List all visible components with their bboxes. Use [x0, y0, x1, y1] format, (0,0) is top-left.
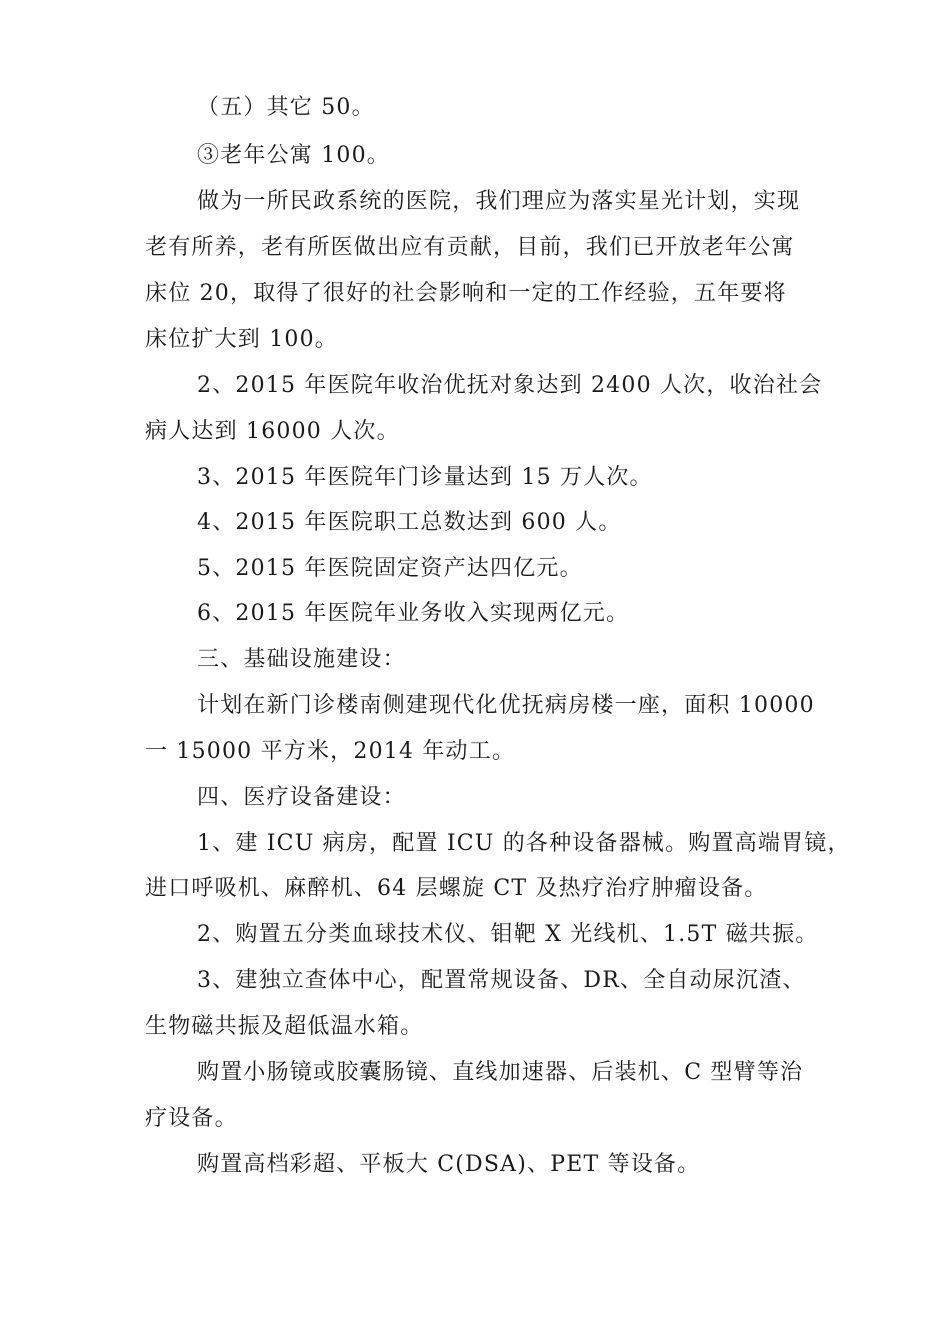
text-line: 床位扩大到 100。	[145, 327, 338, 352]
text-line: 2、2015 年医院年收治优抚对象达到 2400 人次，收治社会	[197, 373, 823, 398]
text-line: 床位 20，取得了很好的社会影响和一定的工作经验，五年要将	[145, 281, 787, 306]
text-line: （五）其它 50。	[197, 95, 375, 120]
text-line: 4、2015 年医院职工总数达到 600 人。	[197, 510, 622, 535]
text-line: 一 15000 平方米，2014 年动工。	[145, 739, 516, 764]
text-line: 3、2015 年医院年门诊量达到 15 万人次。	[197, 465, 653, 490]
text-line: 3、建独立查体中心，配置常规设备、DR、全自动尿沉渣、	[197, 968, 806, 993]
text-line: 做为一所民政系统的医院，我们理应为落实星光计划，实现	[197, 189, 801, 214]
section-heading: 三、基础设施建设：	[197, 647, 406, 672]
text-line: 计划在新门诊楼南侧建现代化优抚病房楼一座，面积 10000	[197, 693, 815, 718]
text-line: 疗设备。	[145, 1106, 238, 1131]
text-line: 病人达到 16000 人次。	[145, 419, 400, 444]
text-line: 购置小肠镜或胶囊肠镜、直线加速器、后装机、C 型臂等治	[197, 1060, 804, 1085]
section-heading: 四、医疗设备建设：	[197, 785, 406, 810]
text-line: 购置高档彩超、平板大 C(DSA)、PET 等设备。	[197, 1152, 701, 1177]
text-line: 老有所养，老有所医做出应有贡献，目前，我们已开放老年公寓	[145, 235, 795, 260]
text-line: 2、购置五分类血球技术仪、钼靶 X 光线机、1.5T 磁共振。	[197, 922, 819, 947]
text-line: ③老年公寓 100。	[197, 143, 390, 168]
text-line: 进口呼吸机、麻醉机、64 层螺旋 CT 及热疗治疗肿瘤设备。	[145, 876, 768, 901]
text-line: 5、2015 年医院固定资产达四亿元。	[197, 556, 583, 581]
text-line: 1、建 ICU 病房，配置 ICU 的各种设备器械。购置高端胃镜，	[197, 831, 851, 856]
text-line: 生物磁共振及超低温水箱。	[145, 1014, 424, 1039]
text-line: 6、2015 年医院年业务收入实现两亿元。	[197, 601, 630, 626]
